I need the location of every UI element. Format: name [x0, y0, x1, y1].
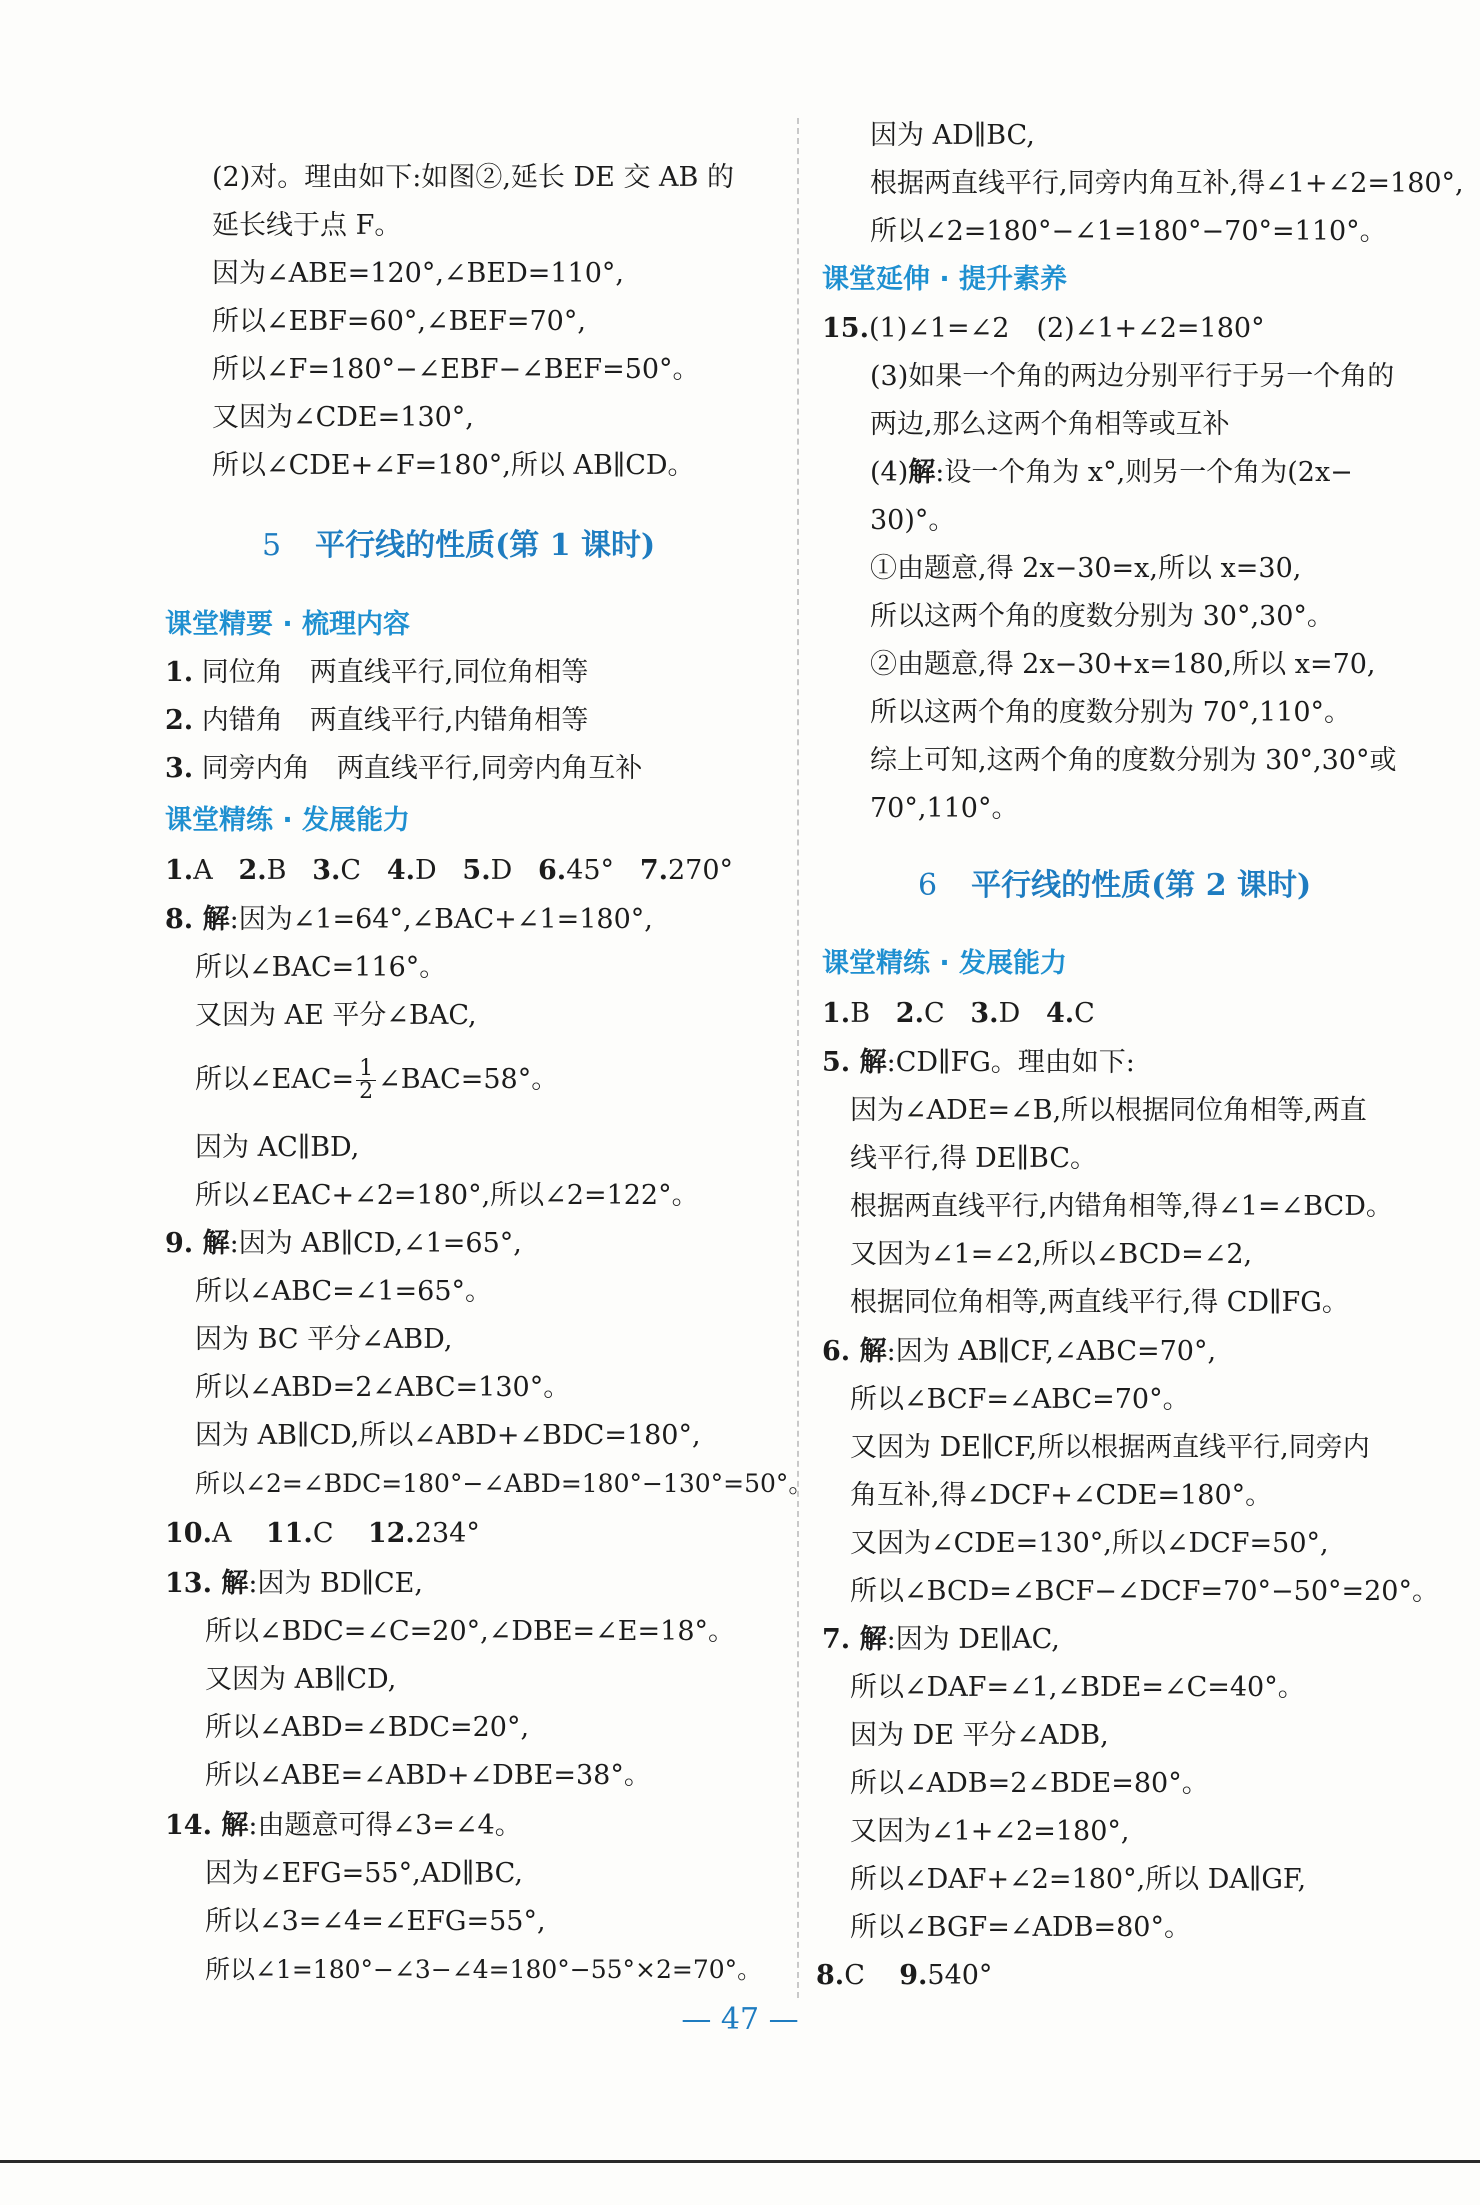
solution-line: 6. 解:因为 AB∥CF,∠ABC=70°,	[822, 1336, 1217, 1367]
solution-line: 所以∠ABD=∠BDC=20°,	[205, 1712, 530, 1743]
solution-line: 根据同位角相等,两直线平行,得 CD∥FG。	[850, 1287, 1349, 1318]
section-heading: 课堂延伸 · 提升素养	[822, 264, 1068, 295]
solution-line: 所以这两个角的度数分别为 70°,110°。	[870, 697, 1352, 728]
solution-line: 30)°。	[870, 505, 956, 536]
text-line: (2)对。理由如下:如图②,延长 DE 交 AB 的	[212, 162, 734, 193]
text-line: 所以∠F=180°−∠EBF−∠BEF=50°。	[212, 354, 700, 385]
solution-line: 所以∠BDC=∠C=20°,∠DBE=∠E=18°。	[205, 1616, 735, 1647]
solution-line: 又因为∠1+∠2=180°,	[850, 1816, 1130, 1847]
solution-line: 所以∠BGF=∠ADB=80°。	[850, 1912, 1191, 1943]
solution-line: 14. 解:由题意可得∠3=∠4。	[165, 1810, 522, 1841]
bottom-rule	[0, 2160, 1480, 2163]
section-heading: 课堂精练 · 发展能力	[822, 948, 1068, 979]
solution-line: 根据两直线平行,内错角相等,得∠1=∠BCD。	[850, 1191, 1393, 1222]
solution-line: 所以∠ABE=∠ABD+∠DBE=38°。	[205, 1760, 651, 1791]
solution-line: ②由题意,得 2x−30+x=180,所以 x=70,	[870, 649, 1376, 680]
solution-line: 因为∠ADE=∠B,所以根据同位角相等,两直	[850, 1095, 1367, 1126]
solution-line: 所以∠DAF=∠1,∠BDE=∠C=40°。	[850, 1672, 1305, 1703]
knowledge-item: 2. 内错角 两直线平行,内错角相等	[165, 705, 589, 736]
solution-line: 所以∠ABC=∠1=65°。	[195, 1276, 493, 1307]
solution-line: 又因为 DE∥CF,所以根据两直线平行,同旁内	[850, 1432, 1370, 1463]
solution-line: 13. 解:因为 BD∥CE,	[165, 1568, 423, 1599]
text-line: 根据两直线平行,同旁内角互补,得∠1+∠2=180°,	[870, 168, 1464, 199]
solution-line: 所以∠BAC=116°。	[195, 952, 447, 983]
solution-line: 所以∠EAC+∠2=180°,所以∠2=122°。	[195, 1180, 699, 1211]
solution-line: 又因为∠CDE=130°,所以∠DCF=50°,	[850, 1528, 1329, 1559]
solution-line: 综上可知,这两个角的度数分别为 30°,30°或	[870, 745, 1397, 776]
solution-line: 所以这两个角的度数分别为 30°,30°。	[870, 601, 1334, 632]
answer-row: 10.A 11.C 12.234°	[165, 1518, 480, 1549]
text-line: 延长线于点 F。	[212, 210, 402, 241]
solution-line: 9. 解:因为 AB∥CD,∠1=65°,	[165, 1228, 522, 1259]
answer-row: 1.B 2.C 3.D 4.C	[822, 998, 1095, 1029]
text-line: 所以∠2=180°−∠1=180°−70°=110°。	[870, 216, 1387, 247]
knowledge-item: 1. 同位角 两直线平行,同位角相等	[165, 657, 589, 688]
lesson-number: 5	[262, 528, 282, 563]
solution-line: 又因为 AE 平分∠BAC,	[195, 1000, 477, 1031]
lesson-5-title	[262, 526, 655, 566]
answer-row: 1.A 2.B 3.C 4.D 5.D 6.45° 7.270°	[165, 855, 734, 886]
solution-line: 角互补,得∠DCF+∠CDE=180°。	[850, 1480, 1273, 1511]
solution-line: 又因为 AB∥CD,	[205, 1664, 397, 1695]
solution-line: 8. 解:因为∠1=64°,∠BAC+∠1=180°,	[165, 904, 653, 935]
solution-line: 所以∠EAC= $\frac{1}{2}$ ∠BAC=58°。	[195, 1056, 559, 1104]
solution-line: 因为 DE 平分∠ADB,	[850, 1720, 1109, 1751]
fraction: $\frac{1}{2}$	[356, 1058, 376, 1103]
solution-line: 7. 解:因为 DE∥AC,	[822, 1624, 1060, 1655]
text-line: 因为 AD∥BC,	[870, 120, 1035, 151]
text-line: 所以∠CDE+∠F=180°,所以 AB∥CD。	[212, 450, 695, 481]
solution-line: 15.(1)∠1=∠2 (2)∠1+∠2=180°	[822, 313, 1265, 344]
text-line: 又因为∠CDE=130°,	[212, 402, 474, 433]
lesson-6-title	[918, 866, 1311, 906]
solution-line: 70°,110°。	[870, 793, 1019, 824]
solution-line: 两边,那么这两个角相等或互补	[870, 409, 1230, 440]
solution-line: 因为 AC∥BD,	[195, 1132, 360, 1163]
solution-line: 因为∠EFG=55°,AD∥BC,	[205, 1858, 523, 1889]
solution-line: 所以∠BCF=∠ABC=70°。	[850, 1384, 1190, 1415]
solution-line: 所以∠ADB=2∠BDE=80°。	[850, 1768, 1209, 1799]
page-number: — 47 —	[681, 2002, 799, 2037]
lesson-title-text: 平行线的性质(第 1 课时)	[315, 528, 656, 563]
solution-line: 所以∠BCD=∠BCF−∠DCF=70°−50°=20°。	[850, 1576, 1439, 1607]
solution-line: (4)解:设一个角为 x°,则另一个角为(2x−	[870, 457, 1353, 488]
lesson-number: 6	[918, 868, 938, 903]
lesson-title-text: 平行线的性质(第 2 课时)	[971, 868, 1312, 903]
knowledge-item: 3. 同旁内角 两直线平行,同旁内角互补	[165, 753, 643, 784]
column-divider	[797, 118, 799, 1998]
section-heading: 课堂精练 · 发展能力	[165, 805, 411, 836]
answer-row: 8.C 9.540°	[816, 1960, 993, 1991]
solution-line: 因为 AB∥CD,所以∠ABD+∠BDC=180°,	[195, 1420, 701, 1451]
solution-line: ①由题意,得 2x−30=x,所以 x=30,	[870, 553, 1302, 584]
text-line: 因为∠ABE=120°,∠BED=110°,	[212, 258, 624, 289]
solution-line: 5. 解:CD∥FG。理由如下:	[822, 1047, 1135, 1078]
section-heading: 课堂精要 · 梳理内容	[165, 609, 411, 640]
solution-line: 所以∠3=∠4=∠EFG=55°,	[205, 1906, 546, 1937]
solution-line: 所以∠DAF+∠2=180°,所以 DA∥GF,	[850, 1864, 1307, 1895]
solution-line: 所以∠1=180°−∠3−∠4=180°−55°×2=70°。	[205, 1955, 763, 1984]
solution-line: 所以∠ABD=2∠ABC=130°。	[195, 1372, 571, 1403]
text-line: 所以∠EBF=60°,∠BEF=70°,	[212, 306, 586, 337]
solution-line: 因为 BC 平分∠ABD,	[195, 1324, 453, 1355]
solution-line: 线平行,得 DE∥BC。	[850, 1143, 1097, 1174]
solution-line: 所以∠2=∠BDC=180°−∠ABD=180°−130°=50°。	[195, 1469, 814, 1498]
solution-line: (3)如果一个角的两边分别平行于另一个角的	[870, 361, 1395, 392]
solution-line: 又因为∠1=∠2,所以∠BCD=∠2,	[850, 1239, 1253, 1270]
